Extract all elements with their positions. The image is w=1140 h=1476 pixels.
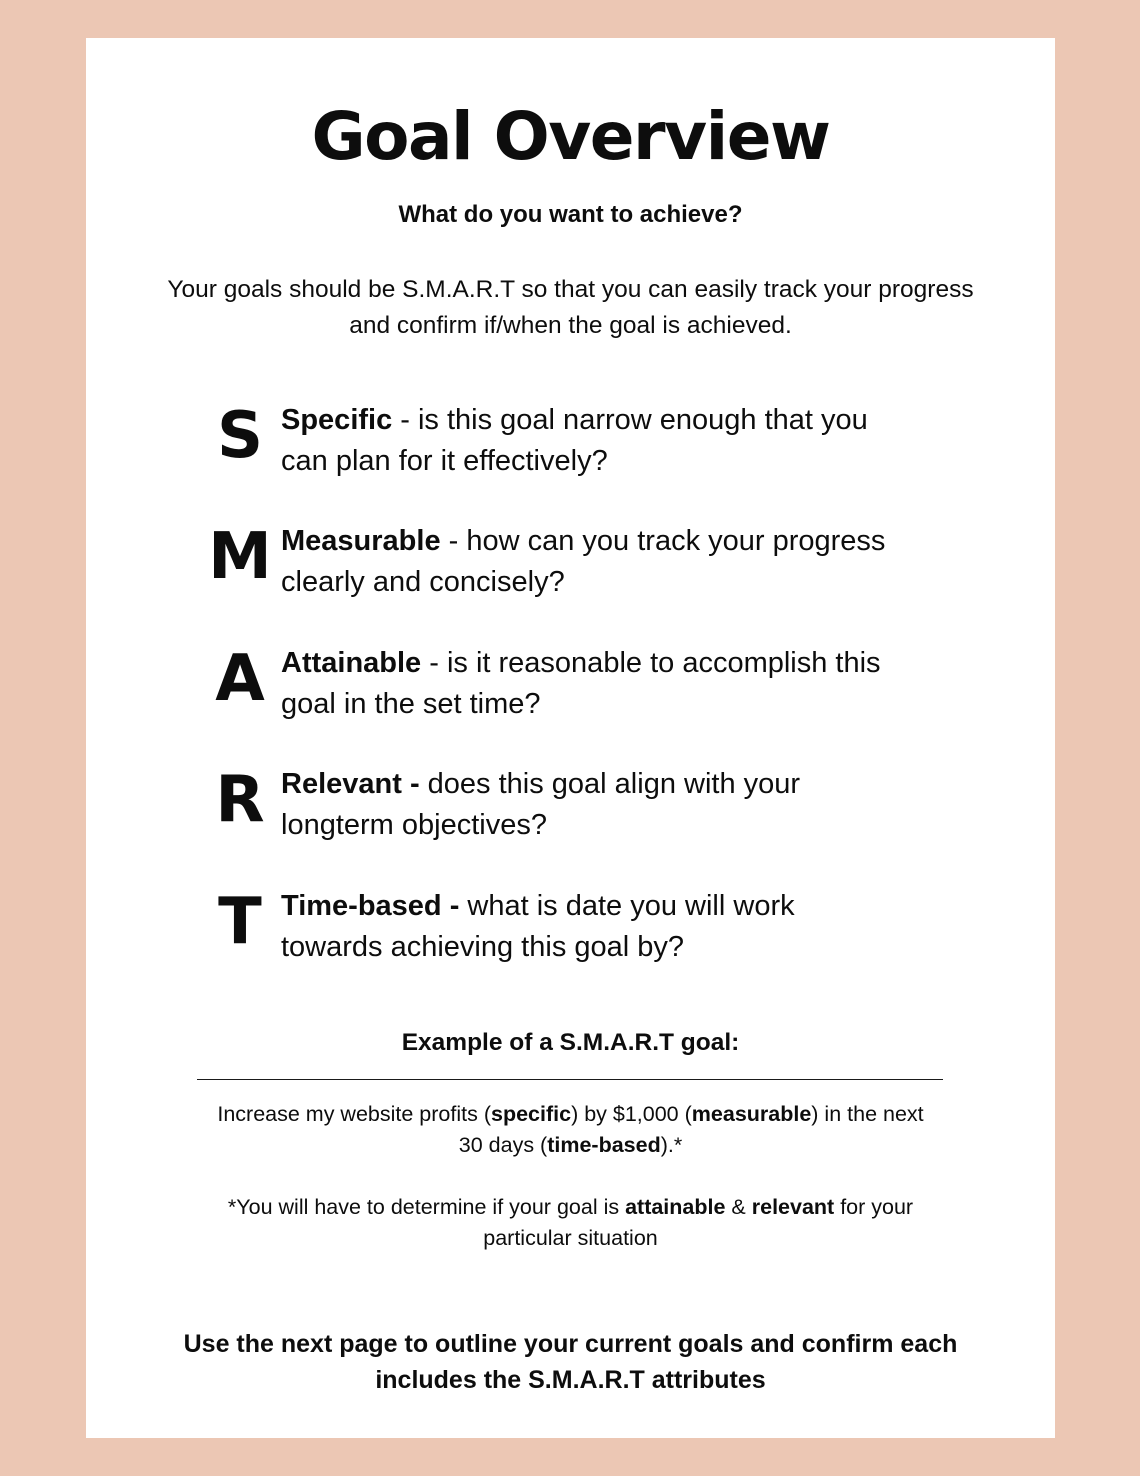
- page-title: Goal Overview: [311, 98, 830, 175]
- smart-description-relevant: [281, 764, 971, 846]
- smart-term-measurable: Measurable: [281, 525, 441, 557]
- smart-description-measurable: [281, 521, 971, 603]
- example-bold-measurable: measurable: [691, 1102, 812, 1126]
- note-text-part: *You will have to determine if your goal is: [227, 1195, 626, 1219]
- example-text-part: 30 days (: [458, 1133, 548, 1157]
- example-text-part: ) in the next: [811, 1102, 924, 1126]
- smart-text-specific-line-2: can plan for it effectively?: [281, 445, 608, 477]
- smart-item-attainable: [198, 643, 958, 733]
- smart-item-time-based: [198, 886, 958, 976]
- intro-line-2: and confirm if/when the goal is achieved.: [349, 312, 792, 339]
- divider: [197, 1079, 943, 1080]
- smart-description-attainable: [281, 643, 971, 725]
- smart-text-measurable: - how can you track your progress: [440, 525, 886, 557]
- note-text-part: &: [725, 1195, 752, 1219]
- footer-line-1: Use the next page to outline your current goals and confirm each: [183, 1330, 958, 1358]
- footer-line-2: includes the S.M.A.R.T attributes: [375, 1366, 766, 1394]
- footnote-text: [166, 1192, 975, 1254]
- smart-term-specific: Specific: [281, 404, 393, 436]
- smart-text-relevant: does this goal align with your: [419, 768, 801, 800]
- smart-description-time-based: [281, 886, 971, 968]
- smart-text-relevant-line-2: longterm objectives?: [281, 809, 547, 841]
- example-goal-text: [166, 1099, 975, 1161]
- smart-text-time-based: what is date you will work: [459, 890, 795, 922]
- note-bold-attainable: attainable: [625, 1195, 726, 1219]
- smart-item-measurable: [198, 521, 958, 611]
- smart-term-time-based: Time-based -: [281, 890, 460, 922]
- smart-text-specific: - is this goal narrow enough that you: [392, 404, 868, 436]
- note-text-part: for your: [834, 1195, 914, 1219]
- smart-item-specific: [198, 400, 958, 490]
- note-bold-relevant: relevant: [751, 1195, 835, 1219]
- example-text-part: ).*: [660, 1133, 683, 1157]
- smart-text-time-based-line-2: towards achieving this goal by?: [281, 931, 685, 963]
- smart-letter-m: M: [208, 520, 270, 594]
- example-text-part: Increase my website profits (: [217, 1102, 491, 1126]
- smart-term-attainable: Attainable: [281, 647, 422, 679]
- intro-line-1: Your goals should be S.M.A.R.T so that you can easily track your progress: [167, 276, 974, 303]
- example-heading: Example of a S.M.A.R.T goal:: [401, 1029, 740, 1056]
- smart-description-specific: [281, 400, 971, 482]
- document-page: [86, 38, 1055, 1438]
- smart-text-measurable-line-2: clearly and concisely?: [281, 566, 565, 598]
- intro-paragraph: [106, 272, 1035, 344]
- smart-item-relevant: [198, 764, 958, 854]
- note-text-part: particular situation: [483, 1226, 658, 1250]
- example-bold-specific: specific: [490, 1102, 572, 1126]
- smart-letter-t: T: [218, 885, 260, 959]
- example-text-part: ) by $1,000 (: [571, 1102, 692, 1126]
- example-bold-time-based: time-based: [547, 1133, 661, 1157]
- footer-instruction: [126, 1326, 1015, 1398]
- smart-text-attainable-line-2: goal in the set time?: [281, 688, 541, 720]
- smart-term-relevant: Relevant -: [281, 768, 420, 800]
- page-subtitle: What do you want to achieve?: [398, 201, 743, 228]
- smart-letter-s: S: [216, 399, 262, 473]
- smart-letter-a: A: [215, 642, 263, 716]
- smart-text-attainable: - is it reasonable to accomplish this: [421, 647, 881, 679]
- smart-letter-r: R: [215, 763, 263, 837]
